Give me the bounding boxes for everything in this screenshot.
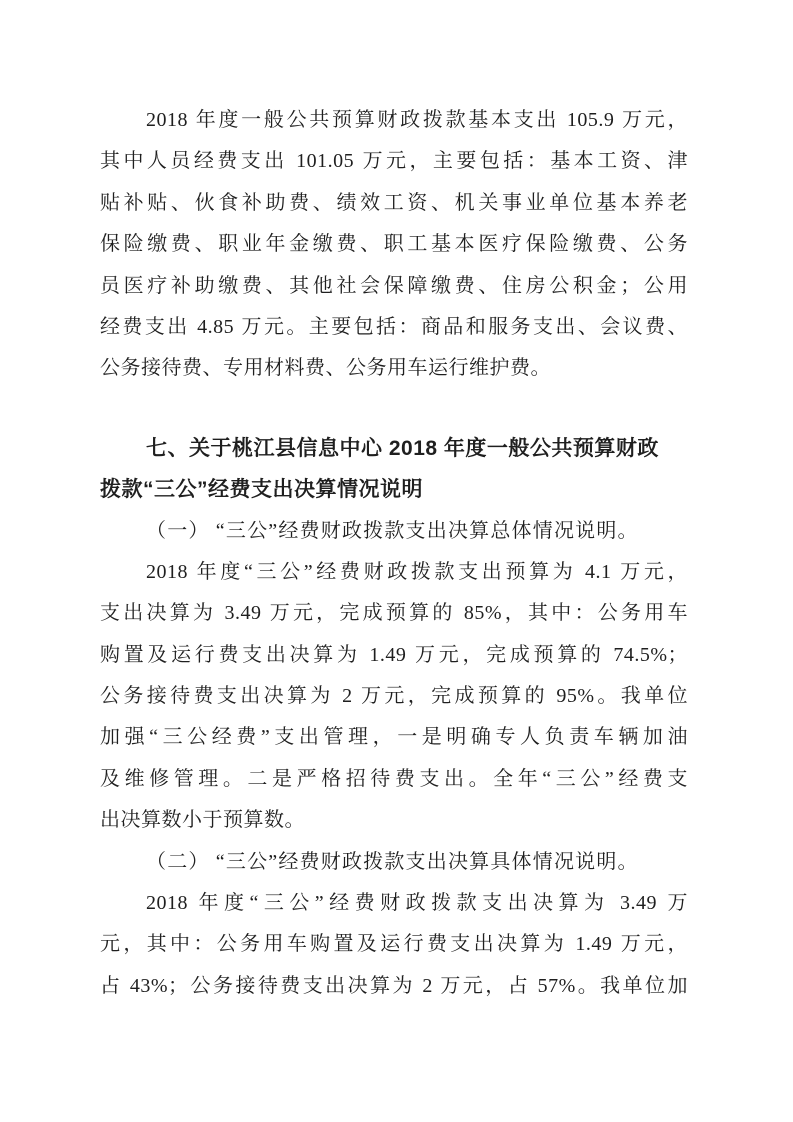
para-sangong-detail	[100, 883, 688, 1007]
para-basic-expenditure	[100, 100, 688, 390]
sub-heading-line: （二） “三公”经费财政拨款支出决算具体情况说明。	[146, 850, 639, 873]
document-content	[100, 0, 688, 1007]
section-7-heading	[100, 428, 688, 511]
text-line: 保险缴费、职业年金缴费、职工基本医疗保险缴费、公务	[100, 233, 688, 256]
heading-line: 七、关于桃江县信息中心 2018 年度一般公共预算财政	[146, 436, 659, 460]
text-line: 经费支出 4.85 万元。主要包括：商品和服务支出、会议费、	[100, 315, 688, 338]
text-line: 出决算数小于预算数。	[100, 809, 305, 832]
heading-line: 拨款“三公”经费支出决算情况说明	[100, 478, 423, 502]
text-line: 元，其中：公务用车购置及运行费支出决算为 1.49 万元，	[100, 933, 688, 956]
text-line: 占 43%；公务接待费支出决算为 2 万元，占 57%。我单位加	[100, 974, 688, 997]
text-line: 2018 年度一般公共预算财政拨款基本支出 105.9 万元，	[146, 109, 688, 131]
text-line: 公务接待费支出决算为 2 万元，完成预算的 95%。我单位	[100, 685, 688, 708]
text-line: 贴补贴、伙食补助费、绩效工资、机关事业单位基本养老	[100, 191, 688, 214]
text-line: 员医疗补助缴费、其他社会保障缴费、住房公积金；公用	[100, 274, 688, 297]
text-line: 支出决算为 3.49 万元，完成预算的 85%，其中：公务用车	[100, 602, 688, 625]
text-line: 购置及运行费支出决算为 1.49 万元，完成预算的 74.5%；	[100, 643, 688, 666]
text-line: 2018 年度“三公”经费财政拨款支出预算为 4.1 万元，	[146, 560, 688, 583]
para-sangong-overall	[100, 552, 688, 842]
text-line: 公务接待费、专用材料费、公务用车运行维护费。	[100, 357, 551, 380]
subsection-2-heading	[100, 842, 688, 883]
text-line: 其中人员经费支出 101.05 万元，主要包括：基本工资、津	[100, 150, 688, 173]
sub-heading-line: （一） “三公”经费财政拨款支出决算总体情况说明。	[146, 519, 639, 542]
text-line: 加强“三公经费”支出管理，一是明确专人负责车辆加油	[100, 726, 688, 749]
subsection-1-heading	[100, 511, 688, 552]
text-line: 及维修管理。二是严格招待费支出。全年“三公”经费支	[100, 767, 688, 790]
text-line: 2018 年度“三公”经费财政拨款支出决算为 3.49 万	[146, 892, 688, 915]
